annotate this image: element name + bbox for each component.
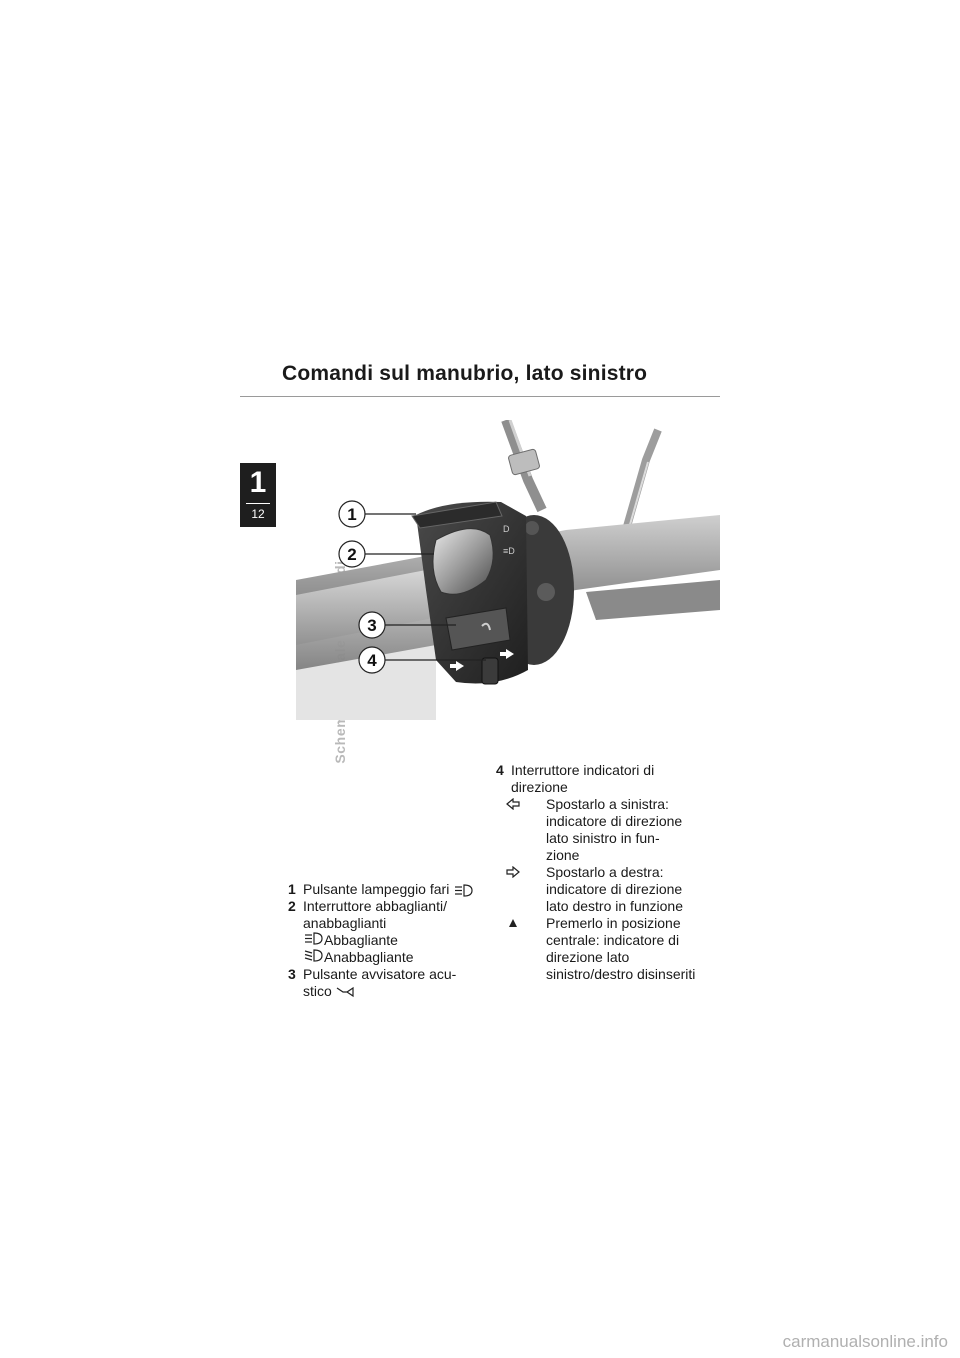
legend-item-text: stico: [303, 983, 332, 999]
arrow-left-icon: [506, 798, 520, 810]
legend-subitem-high-beam: [288, 932, 478, 949]
page-number: 12: [251, 507, 265, 521]
svg-text:4: 4: [367, 651, 377, 670]
high-beam-icon: [453, 884, 473, 897]
legend-subitem-center: [496, 915, 696, 983]
legend-item-text: Interruttore abbaglianti/ anabbaglianti: [303, 898, 447, 931]
svg-text:3: 3: [367, 616, 377, 635]
low-beam-icon: [303, 949, 323, 962]
callout-3: [359, 612, 385, 638]
page-title: Comandi sul manubrio, lato sinistro: [282, 362, 648, 385]
svg-text:2: 2: [347, 545, 357, 564]
chapter-tab: [240, 463, 276, 527]
svg-text:1: 1: [347, 505, 357, 524]
callout-1: [339, 501, 365, 527]
legend-subitem-left: [496, 796, 696, 864]
legend-item-4: [496, 762, 696, 796]
legend-item-number: 2: [288, 898, 296, 914]
svg-text:D: D: [503, 524, 510, 534]
legend-item-number: 3: [288, 966, 296, 982]
high-beam-icon: [303, 932, 323, 945]
legend-item-text: Interruttore indicatori di direzione: [511, 762, 655, 795]
legend-item-text: Pulsante lampeggio fari: [303, 881, 450, 897]
chapter-number: 1: [249, 466, 267, 499]
handlebar-illustration: [296, 420, 720, 720]
title-divider: [240, 396, 720, 397]
legend-item-3-cont: [288, 983, 478, 1000]
chapter-divider: [246, 503, 270, 504]
legend-item-3: [288, 966, 478, 983]
legend-left: [288, 881, 478, 1000]
triangle-up-icon: [508, 918, 518, 928]
legend-subitem-right: [496, 864, 696, 915]
legend-item-2: [288, 898, 478, 932]
legend-right: [496, 762, 696, 983]
arrow-right-icon: [506, 866, 520, 878]
legend-subitem-text: Spostarlo a sinistra: indicatore di direzione lato sinistro in fun- zione: [546, 796, 683, 863]
legend-item-number: 1: [288, 881, 296, 897]
legend-item-1: [288, 881, 478, 898]
legend-subitem-text: Spostarlo a destra: indicatore di direzione lato destro in funzione: [546, 864, 683, 914]
legend-item-text: Pulsante avvisatore acu-: [303, 966, 457, 982]
legend-subitem-text: Abbagliante: [324, 932, 398, 948]
footer-watermark: carmanualsonline.info: [782, 1332, 948, 1351]
callout-2: [339, 541, 365, 567]
legend-subitem-text: Premerlo in posizione centrale: indicatore di direzione lato sinistro/destro disinseriti: [546, 915, 696, 982]
legend-subitem-low-beam: [288, 949, 478, 966]
horn-icon: [336, 986, 354, 998]
callout-4: [359, 647, 385, 673]
svg-text:≡D: ≡D: [503, 546, 515, 556]
legend-item-number: 4: [496, 762, 504, 778]
legend-subitem-text: Anabbagliante: [324, 949, 414, 965]
